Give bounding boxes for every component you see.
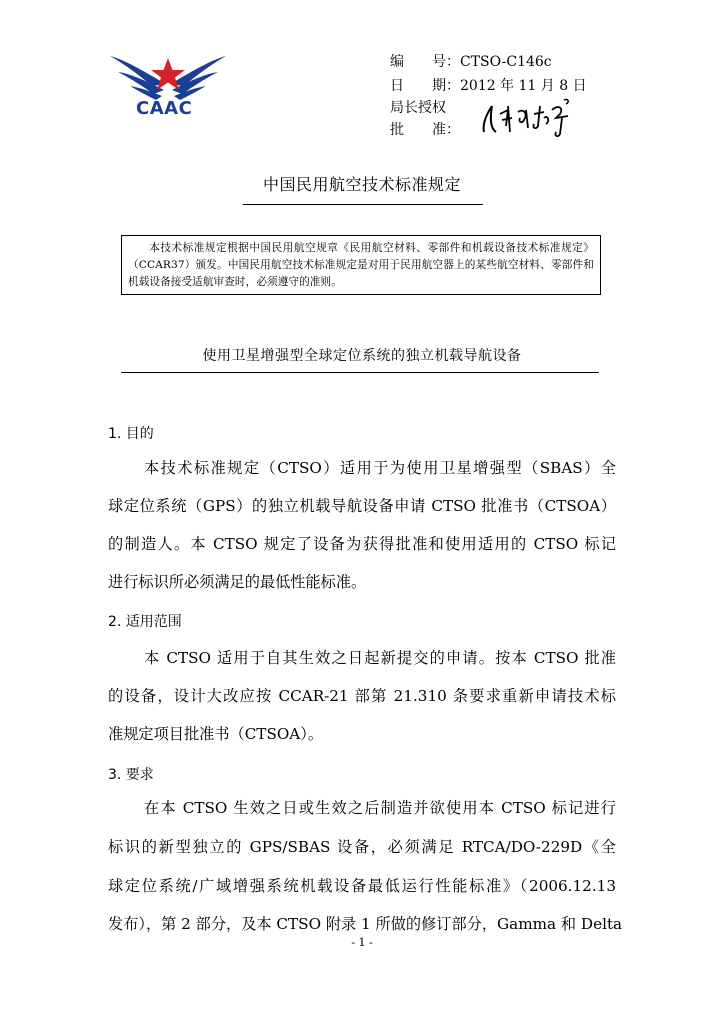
section-heading-purpose: 1. 目的: [108, 426, 154, 442]
standard-subtitle: 使用卫星增强型全球定位系统的独立机载导航设备: [202, 348, 522, 364]
statement-box: 本技术标准规定根据中国民用航空规章《民用航空材料、零部件和机载设备技术标准规定》（CCAR37）颁发。中国民用航空技术标准规定是对用于民用航空器上的某些航空材料、零部件和机载设备接受适航审查时，必须遵守的准则。: [121, 235, 601, 295]
approval-label: 批 准：: [390, 122, 460, 138]
date-value: 2012 年 11 月 8 日: [460, 78, 587, 94]
approval-row: [390, 120, 460, 140]
paragraph-line: 球定位系统（GPS）的独立机载导航设备申请 CTSO 批准书（CTSOA）: [108, 497, 616, 515]
paragraph-line: 本 CTSO 适用于自其生效之日起新提交的申请。按本 CTSO 批准: [144, 649, 616, 667]
subtitle-underline: [121, 372, 599, 373]
section-heading-scope: 2. 适用范围: [108, 614, 182, 630]
paragraph-line: 标识的新型独立的 GPS/SBAS 设备，必须满足 RTCA/DO-229D《全: [108, 838, 616, 856]
paragraph-line: 在本 CTSO 生效之日或生效之后制造并欲使用本 CTSO 标记进行: [144, 799, 616, 817]
paragraph-line: 的设备，设计大改应按 CCAR-21 部第 21.310 条要求重新申请技术标: [108, 687, 616, 705]
paragraph-line: 发布），第 2 部分，及本 CTSO 附录 1 所做的修订部分，Gamma 和 Delta: [108, 915, 623, 933]
document-title: 中国民用航空技术标准规定: [262, 175, 461, 194]
page-number: - 1 -: [351, 936, 373, 949]
paragraph-line: 准规定项目批准书（CTSOA）。: [108, 725, 324, 743]
paragraph-line: 球定位系统/广域增强系统机载设备最低运行性能标准》（2006.12.13: [108, 877, 616, 895]
caac-logo-text: CAAC: [136, 98, 193, 119]
authorized-label: 局长授权: [390, 100, 446, 116]
title-underline: [243, 204, 483, 205]
section-heading-requirements: 3. 要求: [108, 767, 154, 783]
paragraph-line: 本技术标准规定（CTSO）适用于为使用卫星增强型（SBAS）全: [144, 459, 616, 477]
authorized-row: [390, 98, 446, 118]
paragraph-line: 进行标识所必须满足的最低性能标准。: [108, 573, 367, 591]
paragraph-line: 的制造人。本 CTSO 规定了设备为获得批准和使用适用的 CTSO 标记: [108, 535, 616, 553]
handwritten-signature: [478, 92, 578, 142]
date-label: 日 期：: [390, 78, 460, 94]
document-number-value: CTSO-C146c: [460, 54, 552, 70]
document-number-row: [390, 52, 552, 72]
document-number-label: 编 号：: [390, 54, 460, 70]
